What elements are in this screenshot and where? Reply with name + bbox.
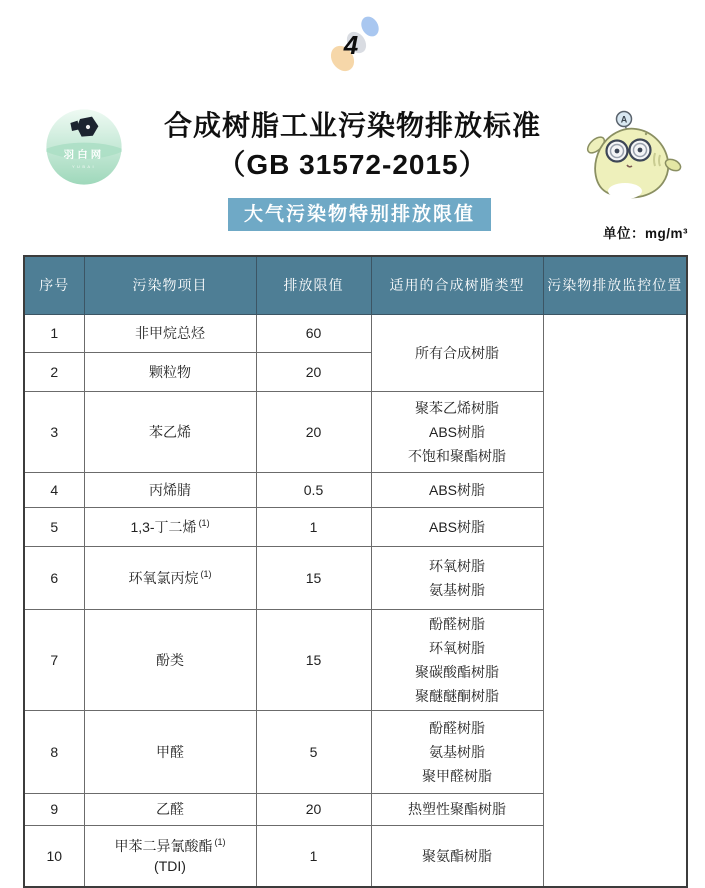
footnote-marker: (1) [198, 517, 210, 528]
title-line1: 合成树脂工业污染物排放标准 [163, 110, 541, 141]
resin-type: 聚碳酸酯树脂 [415, 663, 499, 680]
resin-type: 热塑性聚酯树脂 [408, 801, 506, 817]
col-header-monitor-position: 污染物排放监控位置 [543, 256, 687, 314]
emission-limit-cell: 60 [256, 314, 371, 352]
row-number-cell: 5 [24, 507, 84, 546]
footnote-marker: (1) [200, 568, 212, 579]
resin-types-cell [371, 546, 543, 609]
resin-types-cell [371, 825, 543, 887]
yubai-logo [44, 107, 124, 187]
svg-text:羽白网: 羽白网 [63, 150, 105, 162]
resin-types-cell [371, 507, 543, 546]
col-header-pollutant: 污染物项目 [84, 256, 256, 314]
page-number-decoration [320, 10, 390, 80]
page-title [120, 106, 585, 184]
emission-limit-cell: 20 [256, 793, 371, 825]
pollutant-name: 颗粒物 [149, 363, 191, 380]
resin-type: 环氧树脂 [429, 639, 485, 656]
row-number-cell: 8 [24, 710, 84, 793]
emission-limit-cell: 20 [256, 391, 371, 472]
pollutant-name-cell [84, 391, 256, 472]
pollutant-name-cell [84, 609, 256, 710]
resin-type: 酚醛树脂 [429, 719, 485, 736]
resin-type: 聚醚醚酮树脂 [415, 687, 499, 704]
resin-type: ABS树脂 [428, 481, 485, 498]
section-banner: 大气污染物特别排放限值 [228, 198, 491, 231]
resin-types-cell [371, 609, 543, 710]
pollutant-name: 1,3-丁二烯 [130, 518, 197, 535]
emission-limit-cell: 20 [256, 352, 371, 391]
resin-type: 酚醛树脂 [429, 615, 485, 632]
pollutant-name: 甲苯二异氰酸酯 [114, 837, 213, 854]
resin-type: ABS树脂 [428, 423, 485, 440]
resin-type: 氨基树脂 [429, 581, 485, 598]
row-number-cell: 1 [24, 314, 84, 352]
unit-label: 单位：mg/m³ [603, 226, 688, 241]
yubai-logo-icon [44, 107, 124, 187]
emission-limit-cell: 1 [256, 507, 371, 546]
pollutant-name-cell [84, 825, 256, 887]
row-number-cell: 3 [24, 391, 84, 472]
emission-limit-cell: 1 [256, 825, 371, 887]
row-number-cell: 6 [24, 546, 84, 609]
pollutant-name-cell [84, 472, 256, 507]
resin-types-cell [371, 472, 543, 507]
resin-types-cell [371, 710, 543, 793]
col-header-no: 序号 [24, 256, 84, 314]
pollutant-name: 非甲烷总烃 [135, 325, 205, 341]
pollutant-name: 环氧氯丙烷 [128, 569, 199, 586]
pollutant-name-line2: (TDI) [154, 857, 186, 874]
resin-type: 不饱和聚酯树脂 [408, 447, 506, 464]
pollutant-name-cell [84, 314, 256, 352]
resin-type: 聚苯乙烯树脂 [415, 399, 499, 416]
resin-types-cell [371, 793, 543, 825]
resin-types-cell [371, 391, 543, 472]
svg-text:YUBAI: YUBAI [71, 163, 97, 169]
pollutant-name: 甲醛 [156, 743, 184, 760]
table-body [24, 314, 687, 887]
resin-types-cell [371, 314, 543, 391]
mascot-bird-icon [583, 103, 688, 203]
resin-type: ABS树脂 [428, 518, 485, 535]
emission-limit-cell: 5 [256, 710, 371, 793]
pollutant-name-cell [84, 352, 256, 391]
page-number: 4 [343, 30, 359, 60]
resin-type: 聚甲醛树脂 [422, 767, 492, 784]
pollutant-name: 苯乙烯 [149, 423, 191, 440]
row-number-cell: 2 [24, 352, 84, 391]
col-header-limit: 排放限值 [256, 256, 371, 314]
title-line2: （GB 31572-2015） [217, 149, 488, 180]
emission-limit-cell: 0.5 [256, 472, 371, 507]
pollutant-name-cell [84, 793, 256, 825]
emission-limit-cell: 15 [256, 609, 371, 710]
emission-limits-table [23, 255, 688, 888]
emission-limit-cell: 15 [256, 546, 371, 609]
row-number-cell: 10 [24, 825, 84, 887]
row-number-cell: 7 [24, 609, 84, 710]
table-row [24, 314, 687, 352]
resin-type: 环氧树脂 [429, 557, 485, 574]
resin-type: 氨基树脂 [429, 743, 485, 760]
pollutant-name-cell [84, 507, 256, 546]
monitor-position-cell [543, 314, 687, 887]
svg-text:A: A [620, 114, 628, 125]
resin-type: 所有合成树脂 [415, 344, 499, 361]
footnote-marker: (1) [214, 837, 226, 848]
col-header-resin-type: 适用的合成树脂类型 [371, 256, 543, 314]
pollutant-name: 乙醛 [156, 801, 184, 817]
resin-type: 聚氨酯树脂 [422, 847, 492, 864]
table-header-row [24, 256, 687, 314]
pollutant-name: 酚类 [156, 651, 184, 668]
row-number-cell: 9 [24, 793, 84, 825]
pollutant-name: 丙烯腈 [149, 481, 191, 498]
pollutant-name-cell [84, 546, 256, 609]
pollutant-name-cell [84, 710, 256, 793]
row-number-cell: 4 [24, 472, 84, 507]
